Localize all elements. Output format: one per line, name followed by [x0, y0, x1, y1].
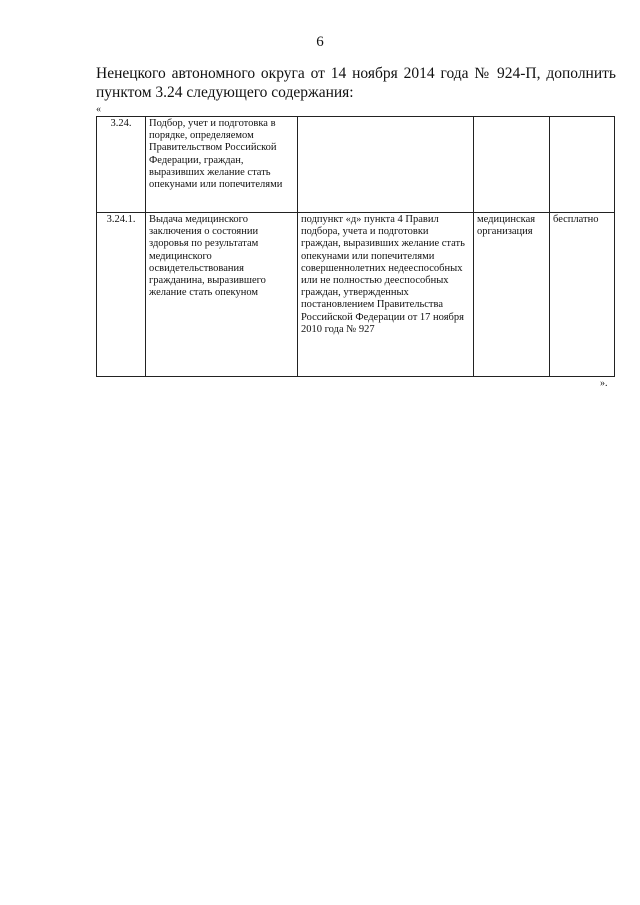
payment-cell: [550, 117, 615, 213]
table-row: [97, 117, 615, 213]
row-number-cell: 3.24.: [97, 117, 146, 213]
legal-basis-cell: [298, 117, 474, 213]
legal-basis-cell: подпункт «д» пункта 4 Правил подбора, учета и подготовки граждан, выразивших желание стать опекунами или попечителями совершеннолетних недееспособных или не полностью дееспособных граждан, утвержденных постановлением Правительства Российской Федерации от 17 ноября 2010 года № 927: [298, 213, 474, 377]
amendment-table: [96, 116, 615, 377]
intro-paragraph: [96, 64, 616, 102]
quote-open: «: [96, 104, 101, 115]
page-number: 6: [316, 34, 324, 50]
table-row: [97, 213, 615, 377]
row-number-cell: 3.24.1.: [97, 213, 146, 377]
service-name-cell: Выдача медицинского заключения о состоянии здоровья по результатам медицинского освидетельствования гражданина, выразившего желание стать опекуном: [146, 213, 298, 377]
intro-line-2: пунктом 3.24 следующего содержания:: [96, 84, 354, 101]
organization-cell: медицинская организация: [474, 213, 550, 377]
service-name-cell: Подбор, учет и подготовка в порядке, определяемом Правительством Российской Федерации, граждан, выразивших желание стать опекунами или попечителями: [146, 117, 298, 213]
quote-close: ».: [600, 378, 608, 389]
intro-line-1: Ненецкого автономного округа от 14 ноября 2014 года № 924-П, дополнить: [96, 65, 616, 82]
organization-cell: [474, 117, 550, 213]
payment-cell: бесплатно: [550, 213, 615, 377]
